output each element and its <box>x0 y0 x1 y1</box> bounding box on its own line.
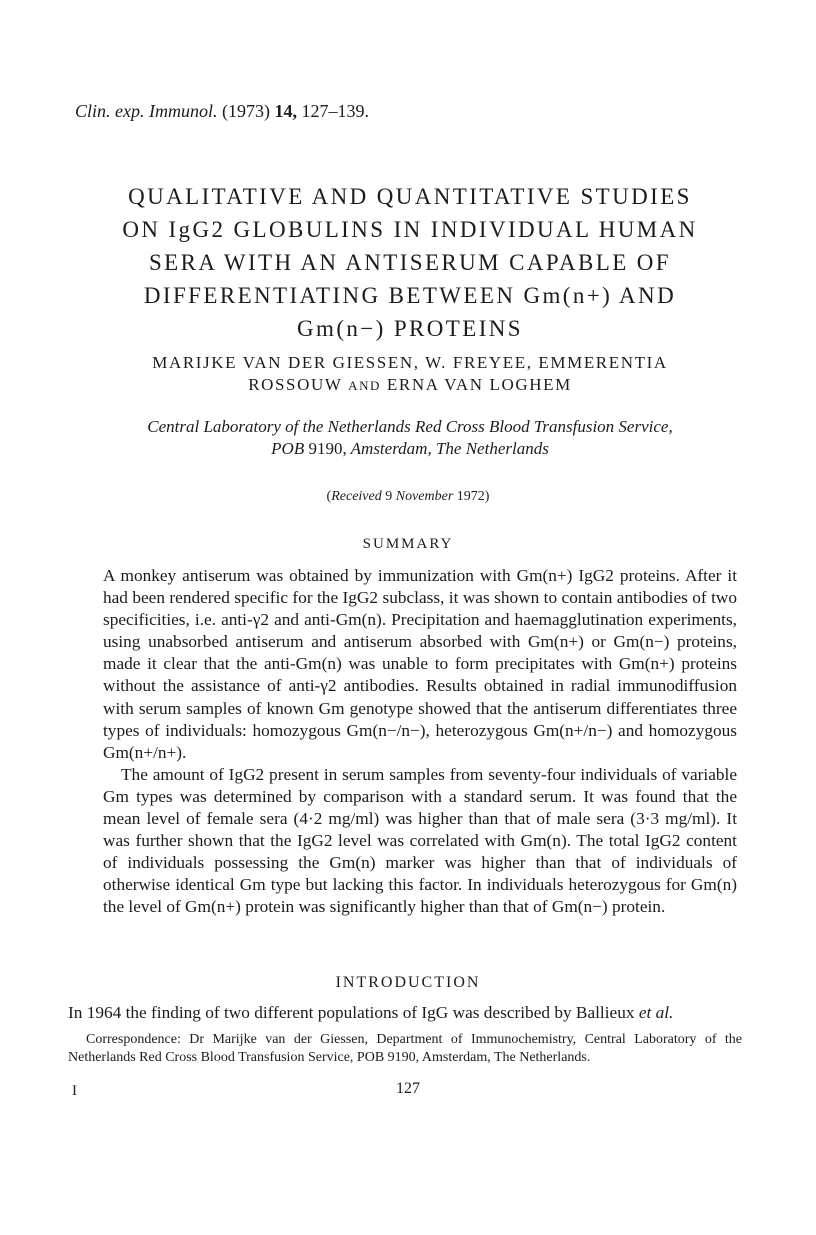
page-number: 127 <box>396 1080 420 1097</box>
title-line-1: QUALITATIVE AND QUANTITATIVE STUDIES <box>128 184 692 209</box>
article-title <box>90 180 730 345</box>
authors-and: AND <box>348 378 382 393</box>
title-line-5: Gm(n−) PROTEINS <box>297 316 523 341</box>
received-label: Received <box>331 489 382 504</box>
title-line-3: SERA WITH AN ANTISERUM CAPABLE OF <box>148 250 672 275</box>
affiliation-city: Amsterdam, The Netherlands <box>350 439 549 458</box>
affiliation-line-1: Central Laboratory of the Netherlands Red Cross Blood Transfusion Service, <box>147 417 673 436</box>
citation-pages: 127–139. <box>301 101 369 121</box>
affiliation-pob-number: 9190, <box>308 439 347 458</box>
correspondence-label: Correspondence: <box>86 1032 181 1047</box>
citation <box>75 100 369 122</box>
author-list <box>80 352 740 397</box>
received-day: 9 <box>385 489 393 504</box>
introduction-heading: INTRODUCTION <box>335 974 481 991</box>
authors-line-1: MARIJKE VAN DER GIESSEN, W. FREYEE, EMMERENTIA <box>152 353 668 372</box>
received-year: 1972) <box>456 489 490 504</box>
correspondence-text: Dr Marijke van der Giessen, Department of Immunochemistry, Central Laboratory of the Netherlands Red Cross Blood Transfusion Service, POB 9190, Amsterdam, The Netherlands. <box>68 1032 743 1065</box>
journal-name: Clin. exp. Immunol. <box>75 101 218 121</box>
summary-paragraph-1: A monkey antiserum was obtained by immunization with Gm(n+) IgG2 proteins. After it had been rendered specific for the IgG2 subclass, it was shown to contain antibodies of two specificities, i.e. anti-γ2 and anti-Gm(n). Precipitation and haemagglutination experiments, using unabsorbed antiserum and antiserum absorbed with Gm(n+) or Gm(n−) proteins, made it clear that the anti-Gm(n) was unable to form precipitates with Gm(n+) proteins without the assistance of anti-γ2 antibodies. Results obtained in radial immunodiffusion with serum samples of known Gm genotype showed that the antiserum differentiates three types of individuals: homozygous Gm(n−/n−), heterozygous Gm(n+/n−) and homozygous Gm(n+/n+). <box>103 566 737 762</box>
author-rossouw: ROSSOUW <box>248 375 343 394</box>
received-month: November <box>395 489 454 504</box>
citation-year: (1973) <box>221 101 270 121</box>
correspondence-footnote <box>68 1031 742 1067</box>
introduction-etal: et al. <box>638 1003 674 1022</box>
summary-heading: SUMMARY <box>362 536 454 552</box>
received-open-paren: ( <box>326 489 332 504</box>
summary-paragraph-2: The amount of IgG2 present in serum samples from seventy-four individuals of variable Gm types was determined by comparison with a standard serum. It was found that the mean level of female sera (4·2 mg/ml) was higher than that of male sera (3·3 mg/ml). It was further shown that the IgG2 level was correlated with Gm(n). The total IgG2 content of individuals possessing the Gm(n) marker was higher than that of individuals of otherwise identical Gm type but lacking this factor. In individuals heterozygous for Gm(n) the level of Gm(n+) protein was significantly higher than that of Gm(n−) protein. <box>103 764 737 917</box>
summary-body <box>103 565 737 919</box>
introduction-text <box>68 1002 742 1024</box>
introduction-sentence: In 1964 the finding of two different populations of IgG was described by Ballieux <box>68 1003 635 1022</box>
title-line-4: DIFFERENTIATING BETWEEN Gm(n+) AND <box>143 283 677 308</box>
author-van-loghem: ERNA VAN LOGHEM <box>386 375 572 394</box>
affiliation-pob: POB <box>271 439 305 458</box>
printer-signature: I <box>72 1083 77 1099</box>
title-line-2: ON IgG2 GLOBULINS IN INDIVIDUAL HUMAN <box>122 217 698 242</box>
affiliation <box>90 416 730 460</box>
received-date <box>0 488 816 506</box>
citation-volume: 14, <box>274 101 297 121</box>
